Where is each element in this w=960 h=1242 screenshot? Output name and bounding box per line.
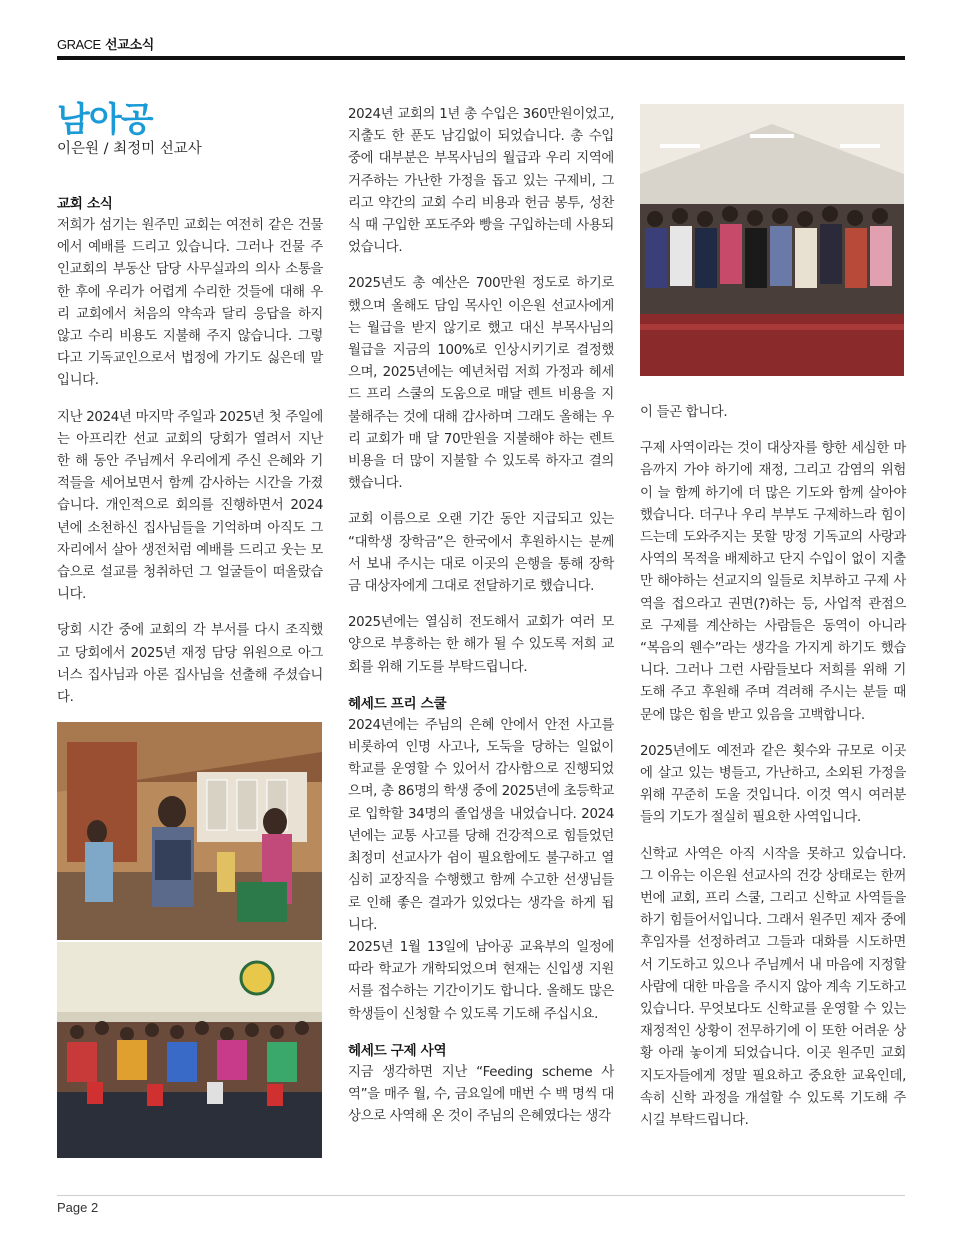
paragraph: 2025년에도 예전과 같은 횟수와 규모로 이곳에 살고 있는 병들고, 가난하고, 소외된 가정을 위해 꾸준히 도울 것입니다. 이것 역시 여러분들의 기도가 절실히 필요한 사역입니다. [640, 743, 906, 826]
page-header [57, 32, 905, 60]
paragraph: 이 들곤 합니다. [640, 405, 728, 420]
paragraph: 지난 2024년 마지막 주일과 2025년 첫 주일에는 아프리칸 선교 교회의 당회가 열려서 지난 한 해 동안 주님께서 우리에게 주신 은혜와 기적들을 세어보면서 함께 감사하는 시간을 가졌습니다. 개인적으로 회의를 진행하면서 2024년에 소천하신 집사님들을 기억하며 아직도 그 자리에서 살아 생전처럼 예배를 드리고 웃는 모습으로 설교를 청취하던 그 얼굴들이 떠올랐습니다. [57, 409, 323, 603]
photo-school-group [57, 942, 322, 1158]
section-heading-hesed-relief: 헤세드 구제 사역 [348, 1042, 447, 1059]
article-title: 남아공 [57, 100, 153, 140]
column-2 [348, 104, 614, 1128]
paragraph: 지금 생각하면 지난 “Feeding scheme 사역”을 매주 월, 수, 금요일에 매번 수 백 명씩 대상으로 사역해 온 것이 주님의 은혜였다는 생각 [348, 1064, 614, 1125]
paragraph: 2025년 1월 13일에 남아공 교육부의 일정에 따라 학교가 개학되었으며 현재는 신입생 지원서를 접수하는 기간이기도 합니다. 올해도 많은 학생들이 신청할 수 있도록 기도해 주십시요. [348, 939, 614, 1022]
paragraph: 2025년에는 열심히 전도해서 교회가 여러 모양으로 부흥하는 한 해가 될 수 있도록 저희 교회를 위해 기도를 부탁드립니다. [348, 615, 614, 675]
section-heading-church-news: 교회 소식 [57, 196, 113, 212]
paragraph: 당회 시간 중에 교회의 각 부서를 다시 조직했고 당회에서 2025년 재정 담당 위원으로 아그너스 집사님과 아론 집사님을 선출해 주셨습니다. [57, 623, 323, 706]
newsletter-brand [57, 34, 154, 53]
paragraph: 2024년에는 주님의 은혜 안에서 안전 사고를 비롯하여 인명 사고나, 도둑을 당하는 일없이 학교를 운영할 수 있어서 감사함으로 진행되었으며, 총 86명의 학생 중에 2025년에 초등학교로 입학할 34명의 졸업생을 내었습니다. 2024년에는 교통 사고를 당해 건강적으로 힘들었던 최정미 선교사가 쉼이 필요함에도 불구하고 열심히 교장직을 수행했고 함께 수고한 선생님들로 인해 좋은 결과가 있었다는 생각을 하게 됩니다. [348, 717, 614, 933]
header-rule [57, 56, 905, 60]
brand-ko: 선교소식 [100, 38, 154, 53]
paragraph: 구제 사역이라는 것이 대상자를 향한 세심한 마음까지 가야 하기에 재정, 그리고 감염의 위험이 늘 함께 하기에 더 많은 기도와 함께 살아야 했습니다. 더구나 우리 부부도 구제하느라 힘이 드는데 도와주지는 못할 망정 기독교의 사랑과 사역의 목적을 배제하고 단지 수입이 없이 지출만 해야하는 선교지의 일들로 치부하고 구제 사역을 접으라고 권면(?)하는 등, 사업적 관점으로 구제를 계산하는 사람들은 동역이 아니라 “복음의 웬수”라는 생각을 가지게 하기도 했습니다. 그러나 그런 사람들보다 저희를 위해 기도해 주고 후원해 주며 격려해 주시는 분들 때문에 많은 힘을 받고 있음을 고백합니다. [640, 441, 906, 723]
paragraph: 2025년도 총 예산은 700만원 정도로 하기로 했으며 올해도 담임 목사인 이은원 선교사에게는 월급을 받지 않기로 했고 대신 부목사님의 월급을 지금의 100%로 인상시키기로 결정했으며, 2025년에는 예년처럼 저희 가정과 헤세드 프리 스쿨의 도움으로 매달 렌트 비용을 지불해주는 것에 대해 감사하며 그래도 올해는 우리 교회가 매 달 70만원을 지불해야 하는 렌트 비용을 더 많이 지불할 수 있도록 하자고 결의했습니다. [348, 276, 614, 492]
column-1 [57, 193, 323, 723]
paragraph: 저희가 섬기는 원주민 교회는 여전히 같은 건물에서 예배를 드리고 있습니다. 그러나 건물 주인교회의 부동산 담당 사무실과의 의사 소통을 한 후에 우리가 어렵게 수리한 것들에 대해 우리 교회에서 처음의 약속과 달리 응답을 하지 않고 수리 비용도 지불해 주지 않습니다. 그렇다고 기독교인으로서 법정에 가기도 싫은데 말입니다. [57, 218, 323, 389]
paragraph: 교회 이름으로 오랜 기간 동안 지급되고 있는 “대학생 장학금”은 한국에서 후원하시는 분께서 보내 주시는 대로 이곳의 은행을 통해 장학금 대상자에게 그대로 전달하기로 했습니다. [348, 512, 614, 595]
column-3 [640, 402, 906, 1146]
paragraph: 신학교 사역은 아직 시작을 못하고 있습니다. 그 이유는 이은원 선교사의 건강 상태로는 한꺼번에 교회, 프리 스쿨, 그리고 신학교 사역들을 하기 힘들어서입니다. 그래서 원주민 제자 중에 후임자를 선정하려고 그들과 대화를 시도하면서 기도하고 있으나 주님께서 내 마음에 지정할 사람에 대한 마음을 주시지 않아 계속 기도하고 있습니다. 무엇보다도 신학교를 운영할 수 있는 재정적인 상황이 전무하기에 이 또한 어려운 상황 아래 놓이게 되었습니다. 이곳 원주민 교회 지도자들에게 정말 필요하고 중요한 교육인데, 속히 신학 과정을 개설할 수 있도록 기도해 주시길 부탁드립니다. [640, 846, 906, 1129]
page-number: Page 2 [57, 1200, 99, 1215]
photo-worship-service [640, 104, 904, 376]
brand-en: GRACE [57, 37, 101, 52]
paragraph: 2024년 교회의 1년 총 수입은 360만원이었고, 지출도 한 푼도 남김없이 되었습니다. 총 수입 중에 대부분은 부목사님의 월급과 우리 지역에 거주하는 가난한 가정을 돕고 있는 구제비, 그리고 약간의 교회 수리 비용과 헌금 봉투, 성찬식 때 구입한 포도주와 빵을 구입하는데 사용되었습니다. [348, 107, 614, 256]
section-heading-hesed-school: 헤세드 프리 스쿨 [348, 695, 447, 712]
article-author: 이은원 / 최정미 선교사 [57, 141, 202, 157]
footer-rule [57, 1195, 905, 1196]
photo-church-gathering [57, 722, 322, 940]
